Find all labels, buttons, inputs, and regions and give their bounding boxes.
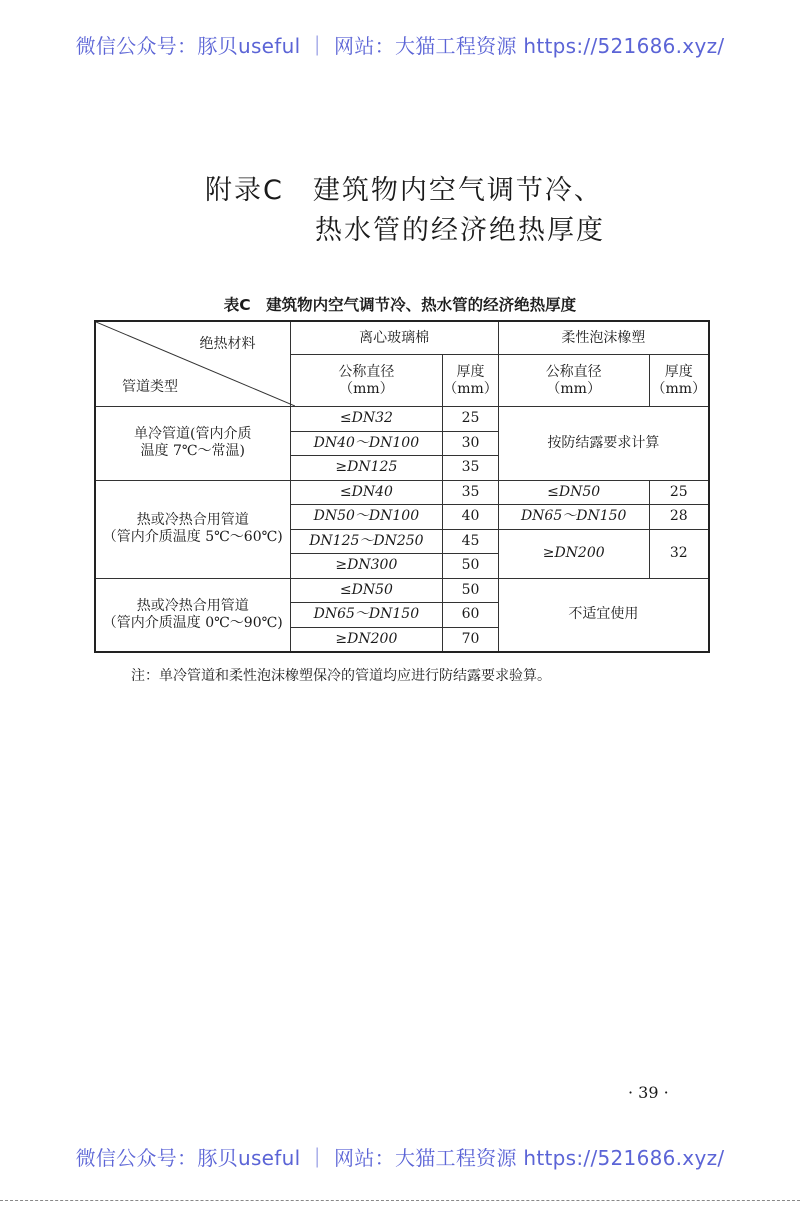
insulation-thickness-table — [94, 320, 710, 653]
glass-diameter: ≥DN200 — [290, 627, 443, 652]
glass-thickness: 50 — [443, 554, 499, 579]
glass-thickness: 25 — [443, 407, 499, 432]
table-caption: 表C 建筑物内空气调节冷、热水管的经济绝热厚度 — [223, 296, 577, 314]
thickness-header: 厚度 （mm） — [443, 355, 499, 407]
glass-diameter: DN125～DN250 — [290, 529, 443, 554]
glass-thickness: 30 — [443, 431, 499, 456]
rubber-note: 按防结露要求计算 — [498, 407, 709, 481]
glass-diameter: ≤DN40 — [290, 480, 443, 505]
glass-diameter: DN40～DN100 — [290, 431, 443, 456]
nominal-diameter-header: 公称直径 （mm） — [290, 355, 443, 407]
appendix-title-line1: 附录C 建筑物内空气调节冷、 — [205, 175, 603, 206]
rubber-diameter: ≥DN200 — [498, 529, 649, 578]
glass-thickness: 60 — [443, 603, 499, 628]
appendix-title — [205, 168, 605, 246]
glass-thickness: 35 — [443, 456, 499, 481]
watermark-bottom: 微信公众号：豚贝useful ｜ 网站：大猫工程资源 https://521686.xyz/ — [75, 1146, 725, 1170]
pipe-type-cell: 单冷管道(管内介质 温度 7℃～常温) — [95, 407, 290, 481]
appendix-title-line2: 热水管的经济绝热厚度 — [315, 215, 605, 246]
glass-thickness: 45 — [443, 529, 499, 554]
rubber-diameter: ≤DN50 — [498, 480, 649, 505]
insulation-material-label: 绝热材料 — [199, 336, 256, 352]
footer-divider — [0, 1200, 800, 1201]
table-row — [95, 480, 709, 505]
glass-diameter: ≥DN300 — [290, 554, 443, 579]
table-row — [95, 578, 709, 603]
watermark-top: 微信公众号：豚贝useful ｜ 网站：大猫工程资源 https://521686.xyz/ — [75, 34, 725, 58]
glass-thickness: 35 — [443, 480, 499, 505]
diagonal-header-cell — [95, 321, 290, 407]
glass-diameter: ≤DN50 — [290, 578, 443, 603]
material-glass-wool: 离心玻璃棉 — [290, 321, 498, 355]
rubber-thickness: 28 — [649, 505, 709, 530]
pipe-type-cell: 热或冷热合用管道 （管内介质温度 0℃～90℃) — [95, 578, 290, 652]
glass-thickness: 50 — [443, 578, 499, 603]
material-rubber-foam: 柔性泡沫橡塑 — [498, 321, 709, 355]
rubber-diameter: DN65～DN150 — [498, 505, 649, 530]
rubber-note: 不适宜使用 — [498, 578, 709, 652]
nominal-diameter-header: 公称直径 （mm） — [498, 355, 649, 407]
glass-diameter: DN65～DN150 — [290, 603, 443, 628]
glass-thickness: 40 — [443, 505, 499, 530]
glass-diameter: ≤DN32 — [290, 407, 443, 432]
thickness-header: 厚度 （mm） — [649, 355, 709, 407]
table-row — [95, 407, 709, 432]
glass-diameter: DN50～DN100 — [290, 505, 443, 530]
rubber-thickness: 25 — [649, 480, 709, 505]
pipe-type-label: 管道类型 — [122, 379, 178, 395]
pipe-type-cell: 热或冷热合用管道 （管内介质温度 5℃～60℃) — [95, 480, 290, 578]
rubber-thickness: 32 — [649, 529, 709, 578]
page-number: · 39 · — [628, 1083, 669, 1102]
glass-diameter: ≥DN125 — [290, 456, 443, 481]
table-note: 注：单冷管道和柔性泡沫橡塑保冷的管道均应进行防结露要求验算。 — [131, 668, 551, 684]
glass-thickness: 70 — [443, 627, 499, 652]
